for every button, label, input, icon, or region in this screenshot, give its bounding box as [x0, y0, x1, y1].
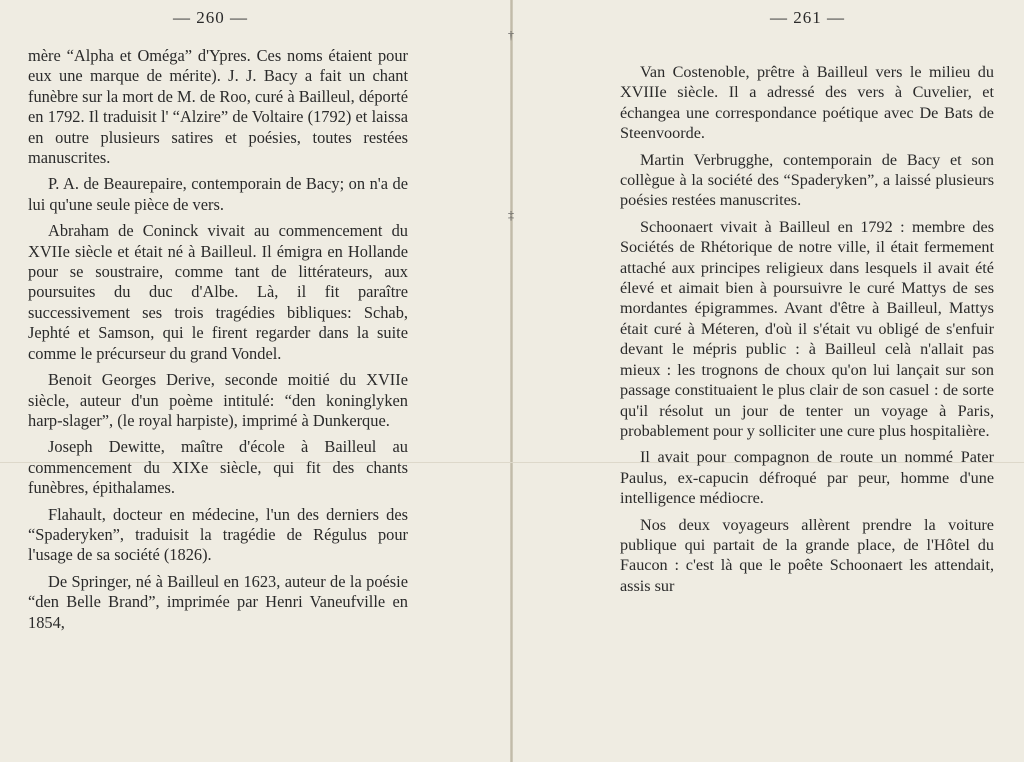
- paragraph: Nos deux voyageurs allèrent prendre la voiture publique qui partait de la grande place, de l'Hôtel du Faucon : c'est là que le poête Schoonaert les attendait, assis sur: [620, 515, 994, 595]
- right-page-text: [620, 62, 994, 602]
- paragraph: Van Costenoble, prêtre à Bailleul vers le milieu du XVIIIe siècle. Il a adressé des vers à Cuvelier, et échangea une correspondance poétique avec De Bats de Steenvoorde.: [620, 63, 994, 143]
- paragraph: Abraham de Coninck vivait au commencement du XVIIe siècle et était né à Bailleul. Il émigra en Hollande pour se soustraire, comme tant de littérateurs, aux poursuites du duc d'Albe. Là, il fit paraître successivement ses trois tragédies bibliques: Schab, Jephté et Samson, qui le firent regarder dans la suite comme le précurseur du grand Vondel.: [28, 221, 408, 363]
- binding-thread-mark: †: [508, 28, 514, 42]
- left-page-text: [28, 46, 408, 639]
- right-page: [620, 0, 994, 762]
- binding-thread-mark: ‡: [508, 208, 514, 222]
- book-gutter: [510, 0, 513, 762]
- paragraph: Joseph Dewitte, maître d'école à Bailleul au commencement du XIXe siècle, qui fit des chants funèbres, épithalames.: [28, 437, 408, 498]
- paragraph: mère “Alpha et Oméga” d'Ypres. Ces noms étaient pour eux une marque de mérite). J. J. Bacy a fait un chant funèbre sur la mort de M. de Roo, curé à Bailleul, déporté en 1792. Il traduisit l' “Alzire” de Voltaire (1792) et laissa en outre plusieurs satires et poésies, toutes restées manuscrites.: [28, 46, 408, 168]
- right-page-number: — 261 —: [770, 8, 845, 27]
- paragraph: P. A. de Beaurepaire, contemporain de Bacy; on n'a de lui qu'une seule pièce de vers.: [28, 174, 408, 214]
- paragraph: De Springer, né à Bailleul en 1623, auteur de la poésie “den Belle Brand”, imprimée par Henri Vaneufville en 1854,: [28, 571, 408, 632]
- paragraph: Flahault, docteur en médecine, l'un des derniers des “Spaderyken”, traduisit la tragédie de Régulus pour l'usage de sa société (1826).: [28, 504, 408, 565]
- paragraph: Schoonaert vivait à Bailleul en 1792 : membre des Sociétés de Rhétorique de notre ville, il était fermement attaché aux principes religieux dans lesquels il avait été élevé et aimait bien à poursuivre le curé Mattys de ses mordantes épigrammes. Avant d'être à Bailleul, Mattys était curé à Méteren, d'où il s'était vu obligé de s'enfuir devant le mépris public : à Bailleul celà n'allait pas mieux : les trognons de choux qu'on lui lançait sur son passage constituaient le plus clair de son casuel : de sorte qu'il résolut un jour de tenter un voyage à Paris, probablement pour y solliciter une cure plus hospitalière.: [620, 217, 994, 440]
- paragraph: Il avait pour compagnon de route un nommé Pater Paulus, ex-capucin défroqué par peur, homme d'une intelligence médiocre.: [620, 448, 994, 508]
- paragraph: Martin Verbrugghe, contemporain de Bacy et son collègue à la société des “Spaderyken”, a laissé plusieurs poésies restées manuscrites.: [620, 150, 994, 210]
- left-page-number: — 260 —: [173, 8, 248, 27]
- left-page: [28, 0, 408, 762]
- paragraph: Benoit Georges Derive, seconde moitié du XVIIe siècle, auteur d'un poème intitulé: “den koninglyken harp-slager”, (le royal harpiste), imprimé à Dunkerque.: [28, 370, 408, 430]
